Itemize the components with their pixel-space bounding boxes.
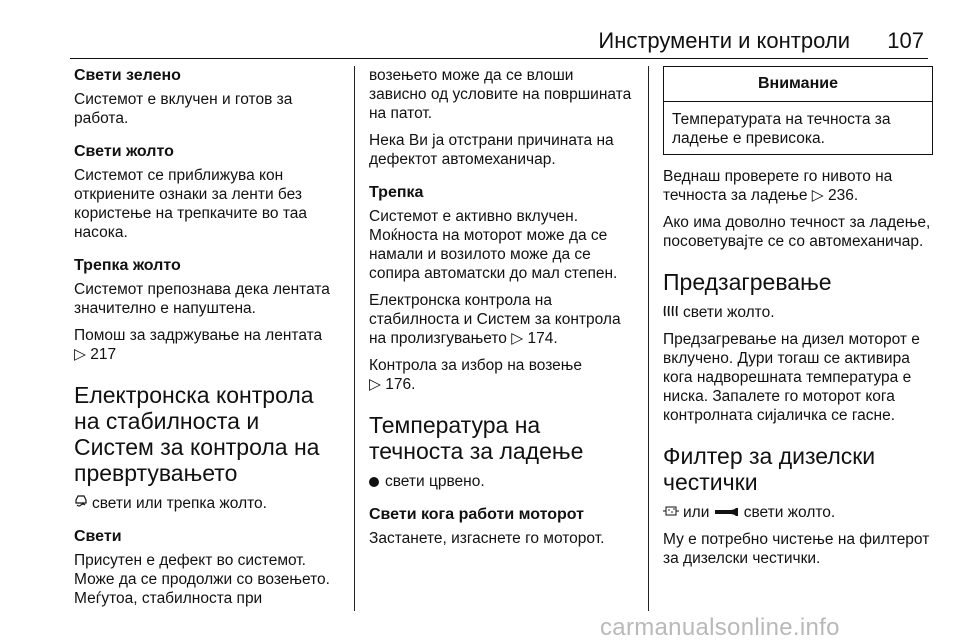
drive-select-ref [369,356,634,394]
ref-label: Веднаш проверете го нивото на течноста за ладење [663,168,893,204]
page-ref[interactable]: 176. [385,376,416,393]
red-dot-icon [369,477,379,487]
heading-preheat: Предзагревање [663,269,832,295]
text-stop: Застанете, изгаснете го моторот. [369,530,605,547]
page-ref-arrow-icon: ▷ [511,330,524,347]
page-ref-arrow-icon: ▷ [74,346,86,363]
page-ref-arrow-icon: ▷ [369,376,381,393]
column-3 [663,66,933,576]
heading-blink-yellow: Трепка жолто [74,257,181,274]
notice-box [663,66,933,155]
page-ref[interactable]: 236. [828,187,859,204]
particle-filter-icon [663,503,679,522]
esc-car-skid-icon [74,494,88,513]
column-2 [369,66,634,556]
text-blink-yellow: Системот препознава дека лентата значително е напуштена. [74,281,330,317]
preheat-indicator-text: свети жолто. [683,304,775,321]
heading-blink: Трепка [369,184,424,201]
page-number: 107 [887,28,924,53]
header-title: Инструменти и контроли [598,28,850,53]
heading-engine-running: Свети кога работи моторот [369,506,584,523]
filter-indicator-text: свети жолто. [743,504,836,521]
ref-label: Контрола за избор на возење [369,357,582,374]
column-divider [648,66,649,611]
preheat-indicator [663,303,933,322]
text-continued: возењето може да се влоши зависно од условите на површината на патот. [369,67,632,122]
page-ref[interactable]: 217 [90,346,117,363]
coolant-indicator [369,472,634,491]
filter-or-text: или [683,504,710,521]
text-enough: Ако има доволно течност за ладење, посоветувајте се со автомеханичар. [663,214,931,250]
coolant-indicator-text: свети црвено. [385,473,485,490]
heading-filter: Филтер за дизелски честички [663,443,876,495]
ref-label: Помош за задржување на лентата [74,327,323,344]
heading-coolant: Температура на течноста за ладење [369,412,584,464]
text-preheat: Предзагревање на дизел моторот е вклучено. Дури тогаш се активира кога надворешната температура е ниска. Запалете го моторот кога контролната сијаличка се гасне. [663,331,920,424]
notice-heading: Внимание [664,67,932,102]
notice-body: Температурата на течноста за ладење е превисока. [672,111,891,147]
esc-indicator [74,494,344,513]
heading-esc: Електронска контрола на стабилноста и Систем за контрола на превртувањето [74,382,320,486]
heading-yellow: Свети жолто [74,143,174,160]
text-yellow: Системот се приближува кон откриените ознаки за ленти без користење на трепкачите во таа насока. [74,167,308,241]
watermark: carmanualsonline.info [600,614,840,641]
column-divider [354,66,355,611]
esc-ref [369,291,634,348]
text-green: Системот е вклучен и готов за работа. [74,91,293,127]
exhaust-pipe-icon [714,503,740,522]
text-fix: Нека Ви ја отстрани причината на дефектот автомеханичар. [369,132,614,168]
page-header [70,22,928,59]
text-lit: Присутен е дефект во системот. Може да се продолжи со возењето. Меѓутоа, стабилноста при [74,552,330,607]
text-filter: Му е потребно чистење на филтерот за дизелски честички. [663,531,930,567]
esc-indicator-text: свети или трепка жолто. [92,495,267,512]
lane-assist-ref [74,326,344,364]
check-level-ref [663,167,933,205]
text-active: Системот е активно вклучен. Моќноста на моторот може да се намали и возилото може да се сопира автоматски до мал степен. [369,208,618,282]
ref-label: Електронска контрола на стабилноста и Систем за контрола на пролизгувањето [369,292,621,347]
column-1 [74,66,344,616]
heading-green: Свети зелено [74,67,181,84]
page-ref-arrow-icon: ▷ [811,187,824,204]
filter-indicator [663,503,933,522]
page-ref[interactable]: 174. [527,330,558,347]
glow-plug-icon [663,303,679,322]
heading-lit: Свети [74,528,122,545]
